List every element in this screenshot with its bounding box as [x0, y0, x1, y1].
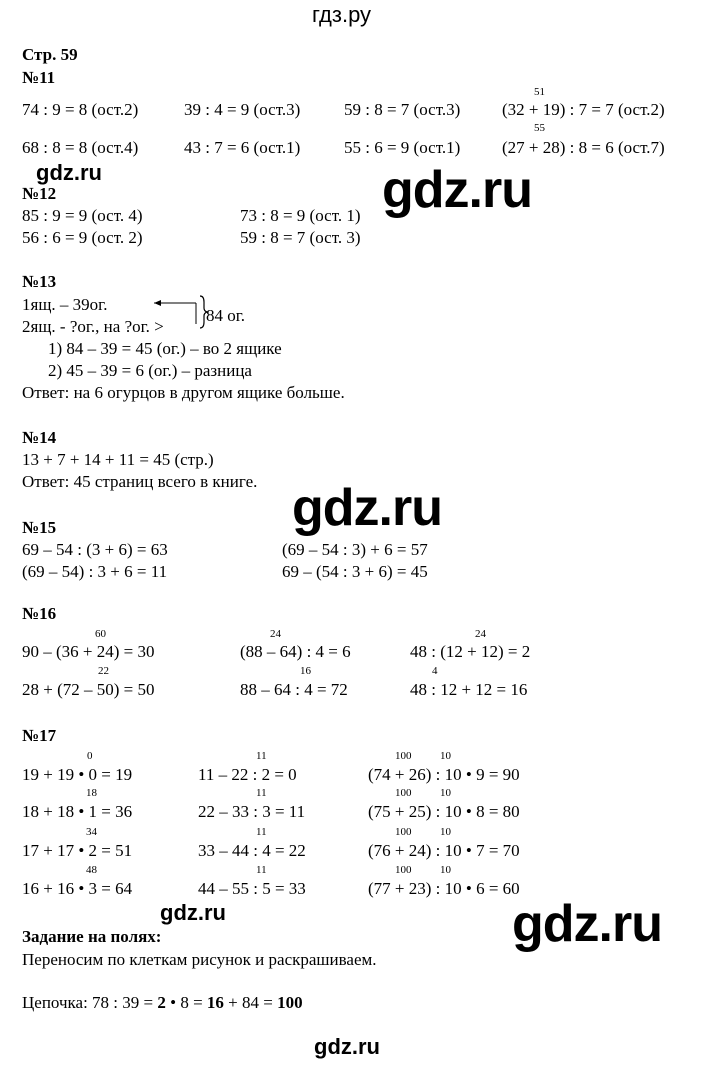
task-17-item: 17 + 17 • 2 = 51 — [22, 841, 133, 860]
margin-task-title: Задание на полях: — [22, 927, 162, 946]
task-13-title: №13 — [22, 272, 57, 291]
chain-value-3: 100 — [277, 993, 303, 1012]
task-16-sup: 22 — [98, 665, 109, 677]
task-11-item: 59 : 8 = 7 (ост.3) — [344, 100, 461, 119]
task-12-item: 56 : 6 = 9 (ост. 2) — [22, 228, 143, 247]
task-16-item: 48 : 12 + 12 = 16 — [410, 680, 528, 699]
task-17-sup: 34 — [86, 826, 97, 838]
task-16-sup: 16 — [300, 665, 311, 677]
task-12-item: 73 : 8 = 9 (ост. 1) — [240, 206, 361, 225]
task-17-item: (76 + 24) : 10 • 7 = 70 — [368, 841, 520, 860]
watermark-large: gdz.ru — [382, 161, 532, 219]
footer-watermark: gdz.ru — [314, 1034, 380, 1059]
task-15-item: (69 – 54) : 3 + 6 = 11 — [22, 562, 168, 581]
task-13-line-2: 2ящ. - ?ог., на ?ог. > — [22, 317, 164, 336]
task-12-title: №12 — [22, 184, 57, 203]
site-header: гдз.ру — [312, 2, 372, 27]
task-11-item: 39 : 4 = 9 (ост.3) — [184, 100, 301, 119]
task-17-sup: 100 — [395, 787, 412, 799]
task-13-total: 84 ог. — [206, 306, 246, 325]
chain-prefix: Цепочка: 78 : 39 = — [22, 993, 158, 1012]
chain-value-1: 2 — [157, 993, 166, 1012]
task-13-step-2: 2) 45 – 39 = 6 (ог.) – разница — [48, 361, 252, 380]
watermark-large: gdz.ru — [292, 479, 442, 537]
task-17-item: 16 + 16 • 3 = 64 — [22, 879, 133, 898]
chain-mid-1: • 8 = — [165, 993, 207, 1012]
task-17-sup: 11 — [256, 864, 267, 876]
task-15-item: (69 – 54 : 3) + 6 = 57 — [282, 540, 428, 559]
task-11-item: (32 + 19) : 7 = 7 (ост.2) — [502, 100, 665, 119]
task-16-sup: 24 — [270, 628, 281, 640]
watermark-large: gdz.ru — [512, 895, 662, 953]
task-17-item: 19 + 19 • 0 = 19 — [22, 765, 133, 784]
task-16-item: 88 – 64 : 4 = 72 — [240, 680, 348, 699]
task-17-sup: 100 — [395, 864, 412, 876]
task-16-item: 48 : (12 + 12) = 2 — [410, 642, 531, 661]
task-17-sup: 11 — [256, 826, 267, 838]
margin-task-text: Переносим по клеткам рисунок и раскрашиваем. — [22, 950, 377, 969]
task-15-item: 69 – 54 : (3 + 6) = 63 — [22, 540, 168, 559]
task-15-item: 69 – (54 : 3 + 6) = 45 — [282, 562, 428, 581]
task-13-line-1: 1ящ. – 39ог. — [22, 295, 108, 314]
task-16-sup: 24 — [475, 628, 486, 640]
task-17-sup: 18 — [86, 787, 97, 799]
task-17-sup: 0 — [87, 750, 93, 762]
task-11-item: 68 : 8 = 8 (ост.4) — [22, 138, 139, 157]
task-15-title: №15 — [22, 518, 57, 537]
task-12-item: 85 : 9 = 9 (ост. 4) — [22, 206, 143, 225]
task-13-answer: Ответ: на 6 огурцов в другом ящике больше. — [22, 383, 345, 402]
task-11-title: №11 — [22, 68, 56, 87]
task-11-sup-1: 51 — [534, 86, 545, 98]
task-17-item: 33 – 44 : 4 = 22 — [198, 841, 306, 860]
task-12-item: 59 : 8 = 7 (ост. 3) — [240, 228, 361, 247]
task-14-answer: Ответ: 45 страниц всего в книге. — [22, 472, 258, 491]
watermark-small: gdz.ru — [36, 160, 102, 185]
task-17-item: (75 + 25) : 10 • 8 = 80 — [368, 802, 520, 821]
task-11-item: 74 : 9 = 8 (ост.2) — [22, 100, 139, 119]
task-11-item: 55 : 6 = 9 (ост.1) — [344, 138, 461, 157]
task-17-title: №17 — [22, 726, 57, 745]
task-11-item: 43 : 7 = 6 (ост.1) — [184, 138, 301, 157]
task-17-item: 11 – 22 : 2 = 0 — [198, 765, 297, 784]
task-11-item: (27 + 28) : 8 = 6 (ост.7) — [502, 138, 665, 157]
task-14-expression: 13 + 7 + 14 + 11 = 45 (стр.) — [22, 450, 214, 469]
chain-line — [22, 993, 303, 1013]
task-17-sup: 48 — [86, 864, 97, 876]
task-17-item: 18 + 18 • 1 = 36 — [22, 802, 133, 821]
chain-value-2: 16 — [206, 993, 224, 1012]
task-17-item: 44 – 55 : 5 = 33 — [198, 879, 306, 898]
task-13-step-1: 1) 84 – 39 = 45 (ог.) – во 2 ящике — [48, 339, 282, 358]
task-17-sup: 11 — [256, 750, 267, 762]
task-17-item: (74 + 26) : 10 • 9 = 90 — [368, 765, 520, 784]
task-17-sup: 10 — [440, 864, 451, 876]
task-17-sup: 100 — [395, 750, 412, 762]
task-17-sup: 11 — [256, 787, 267, 799]
task-17-item: 22 – 33 : 3 = 11 — [198, 802, 306, 821]
task-17-sup: 10 — [440, 787, 451, 799]
task-16-sup: 60 — [95, 628, 106, 640]
task-17-sup: 10 — [440, 750, 451, 762]
task-17-sup: 10 — [440, 826, 451, 838]
task-16-item: 90 – (36 + 24) = 30 — [22, 642, 155, 661]
task-11-sup-2: 55 — [534, 122, 545, 134]
task-17-item: (77 + 23) : 10 • 6 = 60 — [368, 879, 520, 898]
task-16-item: 28 + (72 – 50) = 50 — [22, 680, 155, 699]
chain-mid-2: + 84 = — [223, 993, 278, 1012]
task-16-title: №16 — [22, 604, 57, 623]
task-17-sup: 100 — [395, 826, 412, 838]
task-16-sup: 4 — [432, 665, 438, 677]
watermark-small: gdz.ru — [160, 900, 226, 925]
task-16-item: (88 – 64) : 4 = 6 — [240, 642, 351, 661]
page-number: Стр. 59 — [22, 45, 78, 64]
task-14-title: №14 — [22, 428, 57, 447]
